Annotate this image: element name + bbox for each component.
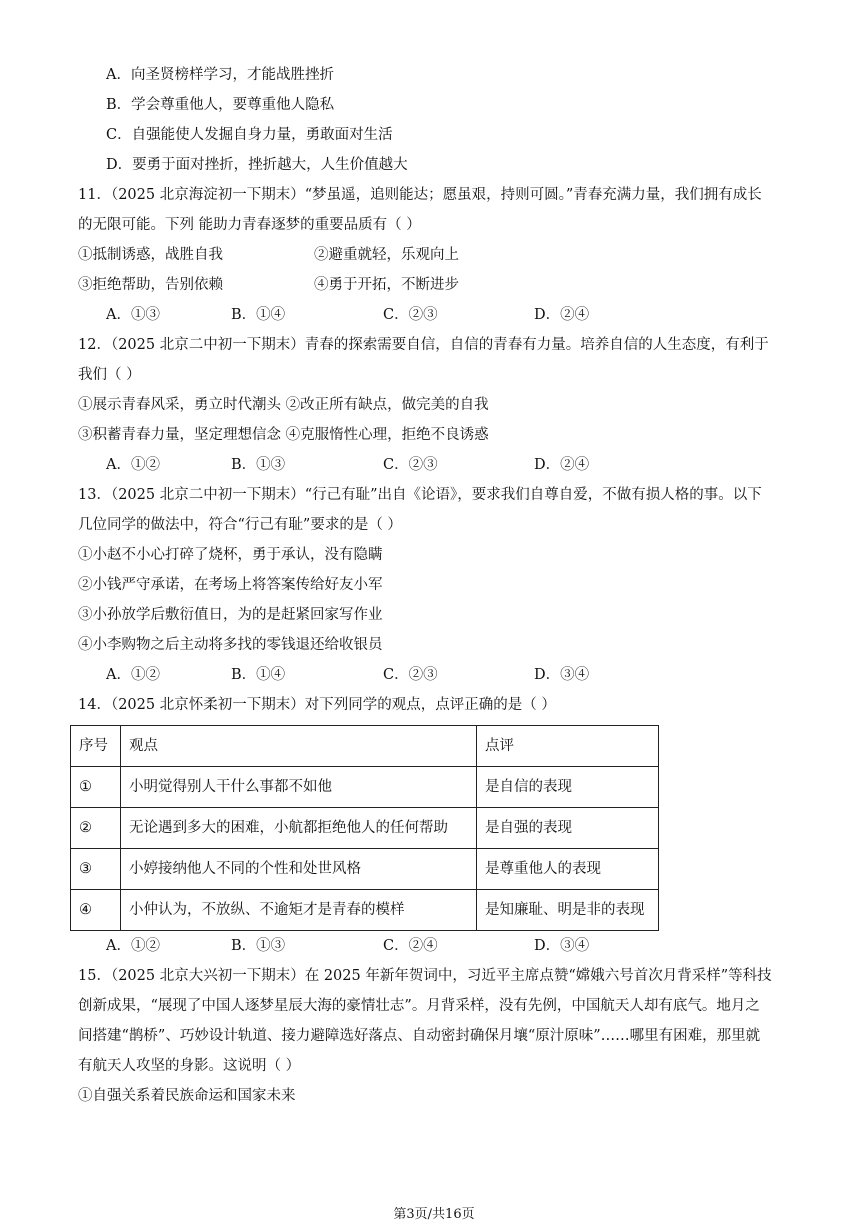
q11-stem-line1: 11．（2025 北京海淀初一下期末）“梦虽遥，追则能达；愿虽艰，持则可圆。”青春充满力量，我们拥有成长 bbox=[78, 187, 762, 203]
q14-table bbox=[70, 725, 659, 931]
q11-option-d: D．②④ bbox=[534, 307, 590, 323]
table-header-cell: 序号 bbox=[71, 726, 121, 767]
table-cell: 小婷接纳他人不同的个性和处世风格 bbox=[121, 849, 477, 890]
q13-item-4: ④小李购物之后主动将多找的零钱退还给收银员 bbox=[78, 637, 383, 653]
q14-stem: 14．（2025 北京怀柔初一下期末）对下列同学的观点，点评正确的是（ ） bbox=[78, 697, 556, 713]
q10-option-d: D．要勇于面对挫折，挫折越大，人生价值越大 bbox=[106, 157, 408, 173]
table-row bbox=[71, 849, 659, 890]
table-cell: ③ bbox=[71, 849, 121, 890]
q15-item-1: ①自强关系着民族命运和国家未来 bbox=[78, 1088, 296, 1104]
table-header-row bbox=[71, 726, 659, 767]
q11-stem-line2: 的无限可能。下列 能助力青春逐梦的重要品质有（ ） bbox=[78, 217, 421, 233]
q12-stem-line1: 12．（2025 北京二中初一下期末）青春的探索需要自信，自信的青春有力量。培养自信的人生态度，有利于 bbox=[78, 337, 769, 353]
q12-stem-line2: 我们（ ） bbox=[78, 367, 141, 383]
q12-option-b: B．①③ bbox=[231, 457, 286, 473]
q13-option-d: D．③④ bbox=[534, 667, 590, 683]
q12-option-a: A．①② bbox=[106, 457, 160, 473]
q12-option-c: C．②③ bbox=[383, 457, 438, 473]
table-row bbox=[71, 767, 659, 808]
q15-stem-line1: 15．（2025 北京大兴初一下期末）在 2025 年新年贺词中，习近平主席点赞“嫦娥六号首次月背采样”等科技 bbox=[78, 968, 772, 984]
q11-option-b: B．①④ bbox=[231, 307, 286, 323]
table-header-cell: 观点 bbox=[121, 726, 477, 767]
table-cell: 是尊重他人的表现 bbox=[477, 849, 659, 890]
q15-stem-line2: 创新成果，“展现了中国人逐梦星辰大海的豪情壮志”。月背采样，没有先例，中国航天人却有底气。地月之 bbox=[78, 998, 760, 1014]
q14-option-b: B．①③ bbox=[231, 938, 286, 954]
q12-items-3-4: ③积蓄青春力量，坚定理想信念 ④克服惰性心理，拒绝不良诱惑 bbox=[78, 427, 489, 443]
table-row bbox=[71, 890, 659, 931]
q14-option-d: D．③④ bbox=[534, 938, 590, 954]
table-header-cell: 点评 bbox=[477, 726, 659, 767]
q13-stem-line1: 13．（2025 北京二中初一下期末）“行己有耻”出自《论语》，要求我们自尊自爱，不做有损人格的事。以下 bbox=[78, 487, 762, 503]
table-cell: 是知廉耻、明是非的表现 bbox=[477, 890, 659, 931]
q11-item-3: ③拒绝帮助，告别依赖 bbox=[78, 277, 223, 293]
q11-option-a: A．①③ bbox=[106, 307, 160, 323]
table-cell: 是自强的表现 bbox=[477, 808, 659, 849]
q10-option-c: C．自强能使人发掘自身力量，勇敢面对生活 bbox=[106, 127, 393, 143]
q13-option-c: C．②③ bbox=[383, 667, 438, 683]
page-number: 第3页/共16页 bbox=[393, 1207, 475, 1222]
q11-item-2: ②避重就轻，乐观向上 bbox=[314, 247, 459, 263]
table-cell: 是自信的表现 bbox=[477, 767, 659, 808]
q12-items-1-2: ①展示青春风采，勇立时代潮头 ②改正所有缺点，做完美的自我 bbox=[78, 397, 489, 413]
q14-option-a: A．①② bbox=[106, 938, 160, 954]
q12-option-d: D．②④ bbox=[534, 457, 590, 473]
table-cell: ① bbox=[71, 767, 121, 808]
q11-option-c: C．②③ bbox=[383, 307, 438, 323]
table-cell: 小明觉得别人干什么事都不如他 bbox=[121, 767, 477, 808]
q13-item-3: ③小孙放学后敷衍值日，为的是赶紧回家写作业 bbox=[78, 607, 383, 623]
q10-option-a: A．向圣贤榜样学习，才能战胜挫折 bbox=[106, 67, 334, 83]
q10-option-b: B．学会尊重他人，要尊重他人隐私 bbox=[106, 97, 335, 113]
table-cell: ② bbox=[71, 808, 121, 849]
q11-item-4: ④勇于开拓，不断进步 bbox=[314, 277, 459, 293]
q13-item-2: ②小钱严守承诺，在考场上将答案传给好友小军 bbox=[78, 577, 383, 593]
q13-option-a: A．①② bbox=[106, 667, 160, 683]
q13-option-b: B．①④ bbox=[231, 667, 286, 683]
table-cell: 小仲认为，不放纵、不逾矩才是青春的模样 bbox=[121, 890, 477, 931]
q13-item-1: ①小赵不小心打碎了烧杯，勇于承认，没有隐瞒 bbox=[78, 547, 383, 563]
q13-stem-line2: 几位同学的做法中，符合“行己有耻”要求的是（ ） bbox=[78, 517, 402, 533]
q11-item-1: ①抵制诱惑，战胜自我 bbox=[78, 247, 223, 263]
q15-stem-line3: 间搭建“鹊桥”、巧妙设计轨道、接力避障选好落点、自动密封确保月壤“原汁原味”……哪里有困难，那里就 bbox=[78, 1028, 761, 1044]
table-cell: ④ bbox=[71, 890, 121, 931]
q14-option-c: C．②④ bbox=[383, 938, 438, 954]
table-row bbox=[71, 808, 659, 849]
table-cell: 无论遇到多大的困难，小航都拒绝他人的任何帮助 bbox=[121, 808, 477, 849]
q15-stem-line4: 有航天人攻坚的身影。这说明（ ） bbox=[78, 1058, 301, 1074]
